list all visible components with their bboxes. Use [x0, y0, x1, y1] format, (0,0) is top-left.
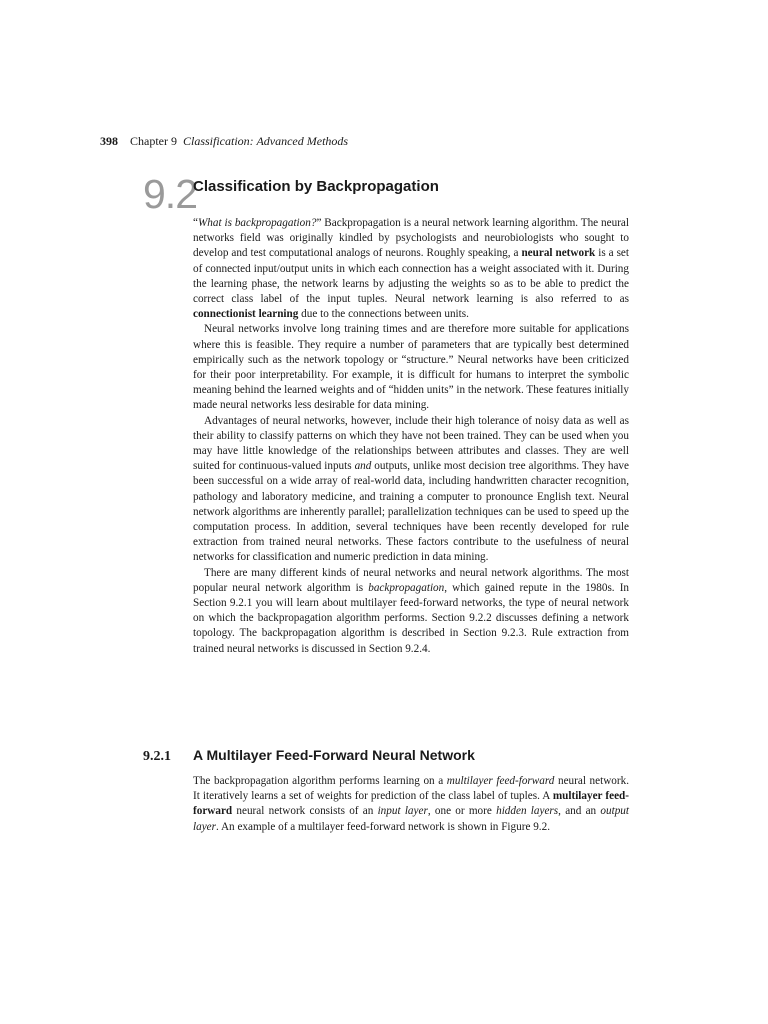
text-run: , and an	[558, 805, 601, 818]
text-run: neural network consists of an	[232, 805, 378, 818]
chapter-label: Chapter 9	[130, 134, 177, 148]
chapter-title: Classification: Advanced Methods	[183, 134, 349, 148]
subsection-heading	[143, 745, 475, 767]
text-run: outputs, unlike most decision tree algorithms. They have been successful on a wide array of real-world data, including handwritten character recognition, pathology and laboratory medicine, and training a computer to pronounce English text. Neural network algorithms are inherently parallel; parallelization techniques can be used to speed up the computation process. In addition, several techniques have been recently developed for rule extraction from trained neural networks. These factors contribute to the usefulness of neural networks for classification and numeric prediction in data mining.	[193, 460, 629, 564]
paragraph	[193, 566, 629, 657]
running-header	[100, 133, 348, 149]
text-run: , one or more	[427, 805, 497, 818]
text-run: . An example of a multilayer feed-forward network is shown in Figure 9.2.	[216, 820, 550, 833]
paragraph	[193, 414, 629, 566]
section-number: 9.2	[143, 171, 197, 217]
text-run: due to the connections between units.	[298, 308, 469, 321]
italic-text: output layer	[193, 805, 629, 833]
bold-term: neural network	[521, 247, 596, 260]
italic-text: backpropagation	[368, 581, 445, 594]
page-number: 398	[100, 134, 118, 148]
text-run: Neural networks involve long training times and are therefore more suitable for applications where this is feasible. They require a number of parameters that are typically best determined empirically such as the network topology or “structure.” Neural networks have been criticized for their poor interpretability. For example, it is difficult for humans to interpret the symbolic meaning behind the learned weights and of “hidden units” in the network. These features initially made neural networks less desirable for data mining.	[193, 323, 629, 412]
text-run: The backpropagation algorithm performs learning on a	[193, 775, 447, 787]
subsection-title: A Multilayer Feed-Forward Neural Network	[193, 747, 475, 763]
text-run: There are many different kinds of neural networks and neural network algorithms. The most popular neural network algorithm is	[193, 566, 629, 594]
paragraph	[193, 774, 629, 835]
italic-text: hidden layers	[496, 805, 559, 818]
text-run: , which gained repute in the 1980s. In Section 9.2.1 you will learn about multilayer feed-forward networks, the type of neural network on which the backpropagation algorithm performs. Section 9.2.2 discusses defining a network topology. The backpropagation algorithm is described in Section 9.2.3. Rule extraction from trained neural networks is discussed in Section 9.2.4.	[193, 581, 630, 655]
italic-text: multilayer feed-forward	[446, 775, 555, 787]
italic-text: input layer	[377, 805, 428, 818]
bold-term: connectionist learning	[193, 308, 299, 321]
text-run: neural network. It iteratively learns a set of weights for prediction of the class label of tuples. A	[193, 775, 629, 803]
section-title: Classification by Backpropagation	[193, 178, 439, 195]
subsection-body	[193, 774, 629, 835]
paragraph	[193, 322, 629, 413]
text-run: Advantages of neural networks, however, include their high tolerance of noisy data as well as their ability to classify patterns on which they have not been trained. They can be used when you may have little knowledge of the relationships between attributes and classes. They are well suited for continuous-valued inputs	[193, 414, 629, 473]
text-run: ” Backpropagation is a neural network learning algorithm. The neural networks field was originally kindled by psychologists and neurobiologists who sought to develop and test computational analogs of neurons. Roughly speaking, a	[193, 217, 629, 260]
text-run: “	[193, 217, 198, 229]
italic-text: What is backpropagation?	[197, 217, 317, 229]
subsection-number: 9.2.1	[143, 749, 171, 764]
italic-text: and	[354, 460, 372, 473]
text-run: is a set of connected input/output units in which each connection has a weight associated with it. During the learning phase, the network learns by adjusting the weights so as to be able to predict the correct class label of the input tuples. Neural network learning is also referred to as	[193, 247, 629, 306]
paragraph	[193, 216, 629, 322]
section-body	[193, 216, 629, 657]
bold-term: multilayer feed-forward	[193, 790, 629, 818]
